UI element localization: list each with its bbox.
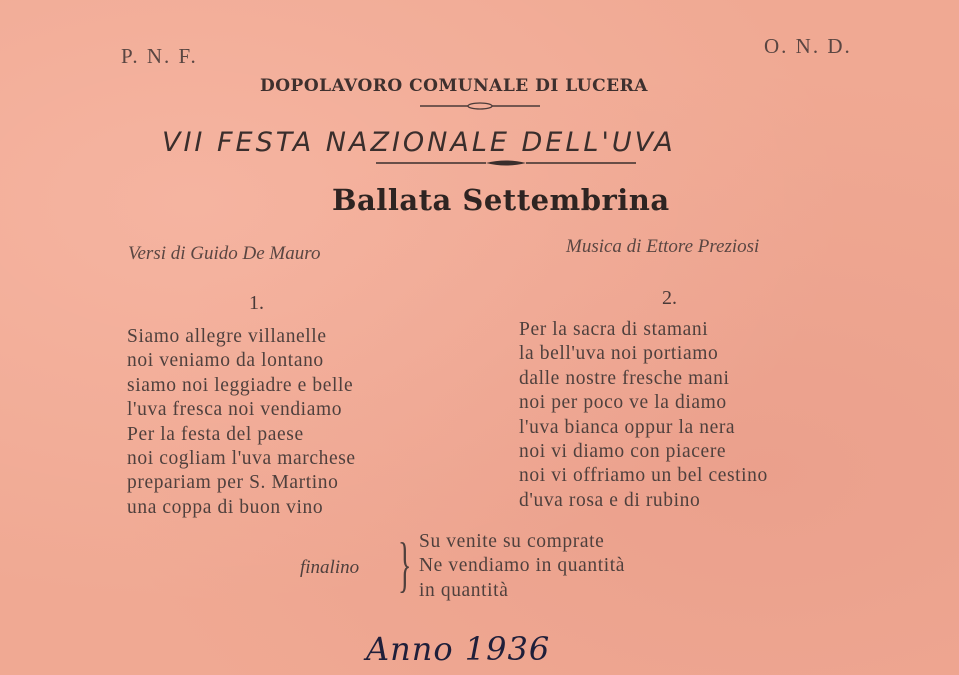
stanza-2-verse [519, 318, 768, 513]
verse-line: dalle nostre fresche mani [519, 367, 730, 389]
verse-line: noi vi diamo con piacere [519, 441, 727, 463]
lyrics-credit: Versi di Guido De Mauro [128, 243, 321, 264]
verse-line: l'uva fresca noi vendiamo [127, 399, 343, 421]
stanza-1-verse [127, 325, 356, 520]
verse-line: noi vi offriamo un bel cestino [519, 465, 768, 487]
verse-line: Per la sacra di stamani [519, 319, 709, 340]
finalino-label: finalino [300, 557, 360, 578]
organization-heading: DOPOLAVORO COMUNALE DI LUCERA [260, 76, 648, 96]
stanza-1-number: 1. [249, 292, 264, 314]
verse-line: Siamo allegre villanelle [127, 326, 327, 347]
verse-line: siamo noi leggiadre e belle [127, 374, 354, 396]
finalino-verse [419, 530, 625, 603]
verse-line: d'uva rosa e di rubino [519, 489, 701, 511]
ornament-divider-top [420, 101, 540, 111]
verse-line: Su venite su comprate [419, 531, 605, 552]
ond-mark: O. N. D. [764, 34, 852, 58]
pnf-mark: P. N. F. [121, 44, 198, 68]
festa-heading: VII FESTA NAZIONALE DELL'UVA [162, 127, 676, 158]
handwritten-year: Anno 1936 [366, 630, 551, 668]
verse-line: la bell'uva noi portiamo [519, 343, 719, 365]
verse-line: noi per poco ve la diamo [519, 392, 727, 414]
verse-line: una coppa di buon vino [127, 496, 324, 518]
verse-line: Per la festa del paese [127, 423, 304, 445]
verse-line: in quantità [419, 579, 509, 601]
stanza-2-number: 2. [662, 287, 677, 309]
ballata-title: Ballata Settembrina [332, 183, 670, 217]
verse-line: noi cogliam l'uva marchese [127, 448, 356, 470]
finalino-brace: } [398, 532, 412, 601]
verse-line: noi veniamo da lontano [127, 350, 324, 372]
music-credit: Musica di Ettore Preziosi [566, 236, 760, 257]
verse-line: l'uva bianca oppur la nera [519, 416, 736, 438]
verse-line: prepariam per S. Martino [127, 472, 339, 494]
verse-line: Ne vendiamo in quantità [419, 555, 626, 577]
ornament-divider-festa [376, 158, 636, 168]
